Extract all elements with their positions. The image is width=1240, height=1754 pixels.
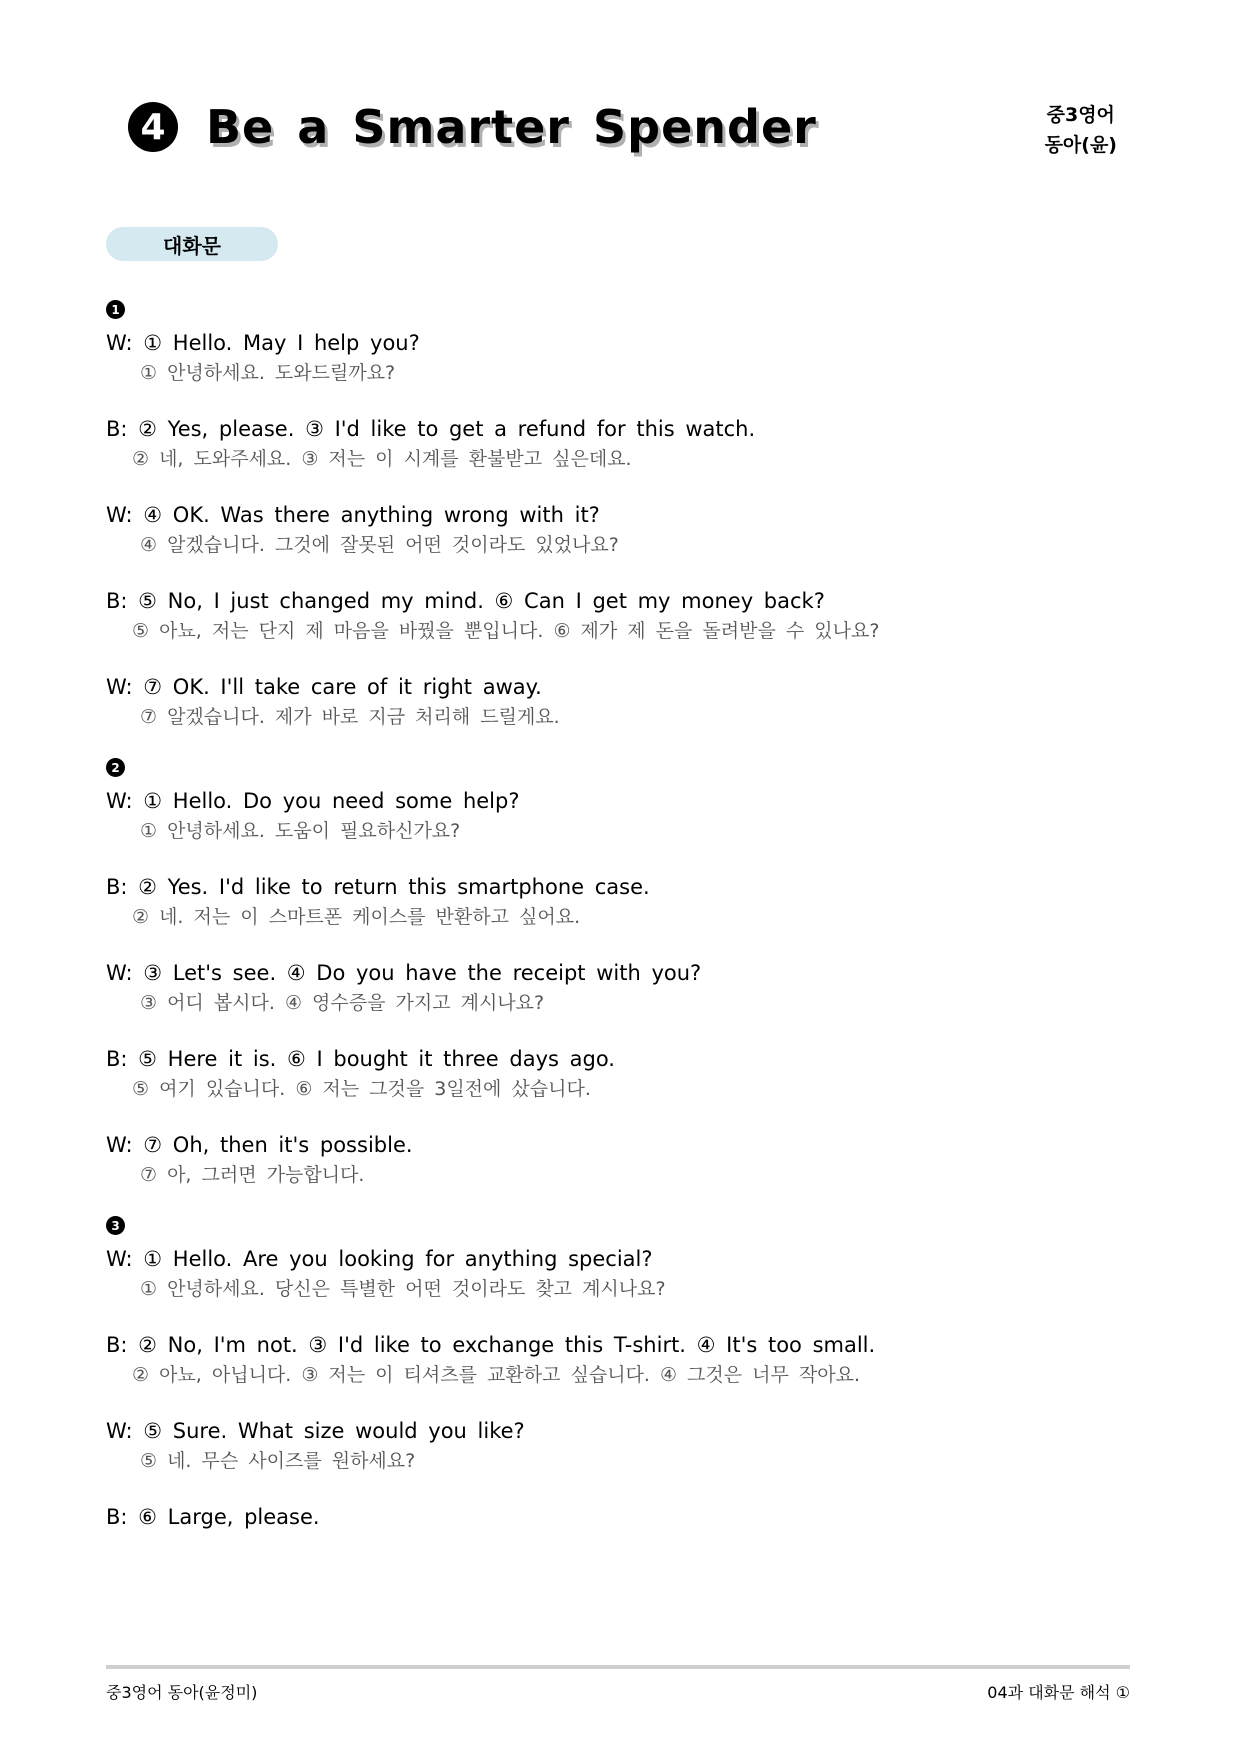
- dialogue-line: [106, 328, 1136, 388]
- footer-right: 04과 대화문 해석 ①: [987, 1683, 1130, 1702]
- dialogue-line: [106, 1044, 1136, 1104]
- english-sentence: W: ⑦ OK. I'll take care of it right away.: [106, 675, 542, 699]
- english-sentence: W: ① Hello. Do you need some help?: [106, 789, 520, 813]
- dialogue-line: [106, 586, 1136, 646]
- english-sentence: B: ② Yes, please. ③ I'd like to get a refund for this watch.: [106, 417, 756, 441]
- english-sentence: W: ⑦ Oh, then it's possible.: [106, 1133, 413, 1157]
- korean-translation: ⑦ 알겠습니다. 제가 바로 지금 처리해 드릴게요.: [140, 706, 560, 728]
- english-sentence: B: ⑤ Here it is. ⑥ I bought it three days ago.: [106, 1047, 615, 1071]
- korean-translation: ② 네. 저는 이 스마트폰 케이스를 반환하고 싶어요.: [132, 906, 581, 928]
- section-label: 대화문: [106, 227, 278, 261]
- dialogue-line: [106, 500, 1136, 560]
- lesson-number-badge: 4: [128, 102, 178, 152]
- english-sentence: B: ⑥ Large, please.: [106, 1505, 320, 1529]
- dialogue-body: [106, 300, 1136, 1558]
- course-line-2: 동아(윤): [1044, 134, 1117, 156]
- title-row: [128, 100, 817, 154]
- dialogue-line: [106, 958, 1136, 1018]
- english-sentence: W: ① Hello. May I help you?: [106, 331, 420, 355]
- dialogue-line: [106, 786, 1136, 846]
- dialogue-line: [106, 1244, 1136, 1304]
- english-sentence: W: ⑤ Sure. What size would you like?: [106, 1419, 525, 1443]
- korean-translation: ⑤ 아뇨, 저는 단지 제 마음을 바꿨을 뿐입니다. ⑥ 제가 제 돈을 돌려받을 수 있나요?: [132, 620, 880, 642]
- dialogue-line: [106, 1416, 1136, 1476]
- korean-translation: ① 안녕하세요. 도움이 필요하신가요?: [140, 820, 461, 842]
- english-sentence: B: ② No, I'm not. ③ I'd like to exchange this T-shirt. ④ It's too small.: [106, 1333, 876, 1357]
- korean-translation: ④ 알겠습니다. 그것에 잘못된 어떤 것이라도 있었나요?: [140, 534, 619, 556]
- page-title: Be a Smarter Spender: [206, 100, 817, 154]
- group-number-badge: 3: [106, 1216, 125, 1235]
- group-number-badge: 1: [106, 300, 125, 319]
- footer-left: 중3영어 동아(윤정미): [106, 1683, 258, 1702]
- group-number-badge: 2: [106, 758, 125, 777]
- dialogue-line: [106, 872, 1136, 932]
- english-sentence: W: ③ Let's see. ④ Do you have the receipt with you?: [106, 961, 702, 985]
- korean-translation: ① 안녕하세요. 당신은 특별한 어떤 것이라도 찾고 계시나요?: [140, 1278, 666, 1300]
- korean-translation: ⑤ 여기 있습니다. ⑥ 저는 그것을 3일전에 샀습니다.: [132, 1078, 591, 1100]
- english-sentence: W: ④ OK. Was there anything wrong with it?: [106, 503, 600, 527]
- dialogue-line: [106, 1502, 1136, 1532]
- course-line-1: 중3영어: [1046, 104, 1115, 126]
- korean-translation: ② 아뇨, 아닙니다. ③ 저는 이 티셔츠를 교환하고 싶습니다. ④ 그것은 너무 작아요.: [132, 1364, 860, 1386]
- korean-translation: ② 네, 도와주세요. ③ 저는 이 시계를 환불받고 싶은데요.: [132, 448, 632, 470]
- dialogue-group: [106, 1216, 1136, 1532]
- dialogue-line: [106, 1130, 1136, 1190]
- korean-translation: ① 안녕하세요. 도와드릴까요?: [140, 362, 396, 384]
- korean-translation: ⑦ 아, 그러면 가능합니다.: [140, 1164, 365, 1186]
- korean-translation: ⑤ 네. 무슨 사이즈를 원하세요?: [140, 1450, 416, 1472]
- course-label: [1045, 100, 1117, 160]
- dialogue-line: [106, 414, 1136, 474]
- footer-divider: [106, 1665, 1130, 1669]
- english-sentence: B: ② Yes. I'd like to return this smartphone case.: [106, 875, 650, 899]
- dialogue-line: [106, 672, 1136, 732]
- dialogue-group: [106, 300, 1136, 732]
- english-sentence: B: ⑤ No, I just changed my mind. ⑥ Can I get my money back?: [106, 589, 825, 613]
- dialogue-line: [106, 1330, 1136, 1390]
- korean-translation: ③ 어디 봅시다. ④ 영수증을 가지고 계시나요?: [140, 992, 545, 1014]
- english-sentence: W: ① Hello. Are you looking for anything special?: [106, 1247, 653, 1271]
- dialogue-group: [106, 758, 1136, 1190]
